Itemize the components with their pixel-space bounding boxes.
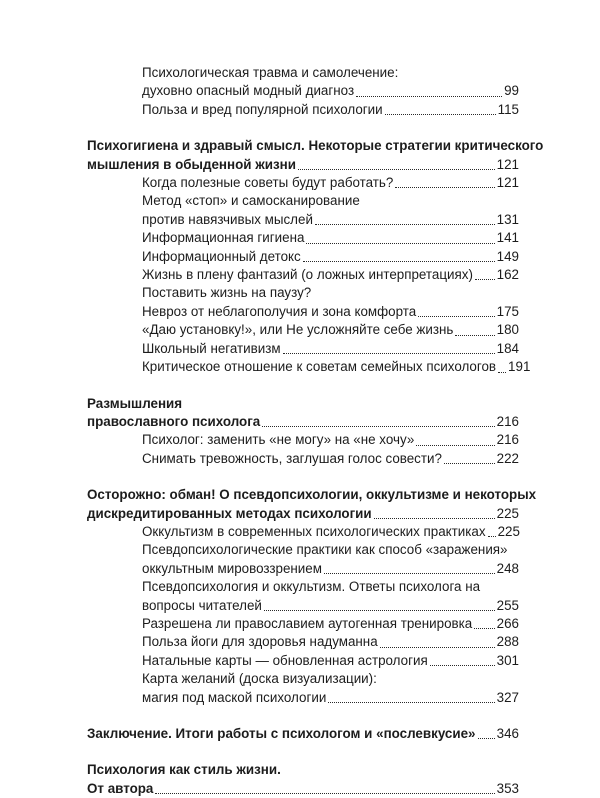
toc-entry-title: Натальные карты — обновленная астрология (142, 652, 428, 668)
dot-leader (262, 421, 494, 427)
toc-entry-page: 180 (496, 322, 519, 338)
toc-entry-page: 115 (497, 101, 519, 117)
dot-leader (328, 697, 494, 703)
toc-entry-page: 216 (496, 432, 519, 448)
toc-entry-title: Жизнь в плену фантазий (о ложных интерпретациях) (142, 267, 473, 283)
table-of-contents (87, 64, 544, 798)
dot-leader (444, 458, 495, 464)
toc-entry (87, 284, 519, 302)
toc-entry-title: Невроз от неблагополучия и зона комфорта (142, 303, 417, 319)
toc-entry-title: мышления в обыденной жизни (87, 156, 296, 172)
toc-entry-title: Психогигиена и здравый смысл. Некоторые стратегии критического (87, 138, 544, 154)
toc-entry-title: Осторожно: обман! О псевдопсихологии, оккультизме и некоторых (87, 487, 537, 503)
toc-entry (87, 82, 519, 100)
toc-entry-page: 222 (496, 450, 519, 466)
dot-leader (380, 642, 495, 648)
toc-entry-title: Метод «стоп» и самосканирование (142, 193, 360, 209)
toc-entry (87, 578, 519, 596)
toc-entry-title: Когда полезные советы будут работать? (142, 175, 394, 191)
toc-entry-title: Псевдопсихология и оккультизм. Ответы психолога на (142, 579, 481, 595)
dot-leader (475, 274, 495, 280)
toc-entry-title: Размышления (87, 395, 183, 411)
toc-entry (87, 413, 519, 431)
toc-entry (87, 101, 519, 119)
dot-leader (430, 660, 495, 666)
toc-entry-page: 225 (496, 505, 519, 521)
toc-entry-page: 121 (496, 156, 519, 172)
toc-entry-page: 216 (496, 413, 519, 429)
toc-entry-title: Разрешена ли православием аутогенная тренировка (142, 615, 473, 631)
toc-entry (87, 266, 519, 284)
dot-leader (455, 330, 494, 336)
toc-entry (87, 505, 519, 523)
toc-entry (87, 64, 519, 82)
toc-entry-page: 141 (496, 230, 519, 246)
toc-entry-title: Школьный негативизм (142, 340, 281, 356)
toc-entry-page: 225 (497, 523, 520, 539)
toc-entry (87, 211, 519, 229)
dot-leader (356, 91, 502, 97)
toc-entry-page: 191 (508, 359, 531, 375)
dot-leader (385, 109, 496, 115)
toc-entry-title: Польза и вред популярной психологии (142, 101, 383, 117)
toc-entry (87, 615, 519, 633)
toc-entry (87, 431, 519, 449)
toc-entry (87, 652, 519, 670)
toc-entry (87, 340, 519, 358)
toc-entry-page: 248 (496, 560, 519, 576)
dot-leader (395, 182, 494, 188)
toc-entry-title: Информационный детокс (142, 248, 301, 264)
toc-entry-page: 301 (496, 652, 519, 668)
toc-entry-title: Критическое отношение к советам семейных психологов (142, 359, 497, 375)
toc-entry-title: Заключение. Итоги работы с психологом и «послевкусие» (87, 726, 476, 741)
dot-leader (498, 367, 506, 373)
dot-leader (283, 348, 495, 354)
toc-entry-page: 327 (496, 689, 519, 705)
toc-entry (87, 689, 519, 707)
toc-entry-title: духовно опасный модный диагноз (142, 83, 355, 99)
dot-leader (264, 605, 495, 611)
dot-leader (155, 788, 494, 794)
toc-entry (87, 395, 519, 413)
toc-entry (87, 192, 519, 210)
toc-entry (87, 137, 544, 155)
toc-entry-title: оккультным мировоззрением (142, 560, 322, 576)
toc-entry-title: От автора (87, 780, 154, 796)
toc-entry (87, 541, 519, 559)
toc-entry (87, 303, 519, 321)
toc-entry-title: Карта желаний (доска визуализации): (142, 671, 377, 687)
toc-entry (87, 321, 519, 339)
toc-entry (87, 156, 519, 174)
toc-entry-title: Снимать тревожность, заглушая голос совести? (142, 450, 442, 466)
toc-entry-page: 175 (496, 303, 519, 319)
toc-entry (87, 633, 519, 651)
toc-entry (87, 780, 519, 798)
toc-entry-title: Оккультизм в современных психологических практиках (142, 523, 486, 539)
toc-entry-title: Психолог: заменить «не могу» на «не хочу» (142, 432, 415, 448)
toc-entry (87, 560, 519, 578)
toc-entry-page: 255 (496, 597, 519, 613)
toc-entry (87, 229, 519, 247)
toc-entry-page: 266 (496, 615, 519, 631)
toc-entry (87, 450, 519, 468)
toc-entry-page: 131 (496, 211, 519, 227)
toc-entry-page: 149 (496, 248, 519, 264)
toc-entry-title: «Даю установку!», или Не усложняйте себе жизнь (142, 322, 454, 338)
toc-entry-title: Поставить жизнь на паузу? (142, 285, 312, 301)
toc-entry-title: дискредитированных методах психологии (87, 505, 372, 521)
toc-entry-title: Псевдопсихологические практики как способ «заражения» (142, 542, 508, 558)
dot-leader (303, 256, 495, 262)
toc-entry (87, 248, 519, 266)
dot-leader (478, 733, 495, 739)
toc-entry (87, 358, 531, 376)
toc-entry-title: Польза йоги для здоровья надуманна (142, 634, 378, 650)
toc-entry-page: 121 (496, 175, 519, 191)
dot-leader (418, 311, 495, 317)
toc-entry-page: 346 (496, 726, 519, 741)
toc-entry-title: против навязчивых мыслей (142, 211, 313, 227)
dot-leader (374, 513, 495, 519)
toc-entry-page: 162 (496, 267, 519, 283)
toc-entry-title: Информационная гигиена (142, 230, 305, 246)
toc-entry-page: 353 (496, 780, 519, 796)
dot-leader (474, 623, 494, 629)
dot-leader (488, 531, 496, 537)
toc-entry-title: магия под маской психологии (142, 689, 327, 705)
dot-leader (324, 568, 495, 574)
toc-entry-page: 184 (496, 340, 519, 356)
dot-leader (298, 164, 495, 170)
toc-entry-page: 288 (496, 634, 519, 650)
toc-entry (87, 761, 519, 779)
toc-entry-title: Психологическая травма и самолечение: (142, 65, 399, 80)
dot-leader (416, 440, 494, 446)
toc-entry (87, 597, 519, 615)
toc-entry-title: вопросы читателей (142, 597, 262, 613)
toc-entry (87, 725, 519, 743)
toc-entry-title: Психология как стиль жизни. (87, 762, 281, 778)
toc-entry-page: 99 (504, 83, 519, 99)
toc-entry (87, 174, 519, 192)
dot-leader (315, 219, 495, 225)
toc-entry (87, 523, 519, 541)
toc-entry-title: православного психолога (87, 413, 261, 429)
toc-entry (87, 670, 519, 688)
toc-entry (87, 486, 537, 504)
dot-leader (306, 238, 494, 244)
